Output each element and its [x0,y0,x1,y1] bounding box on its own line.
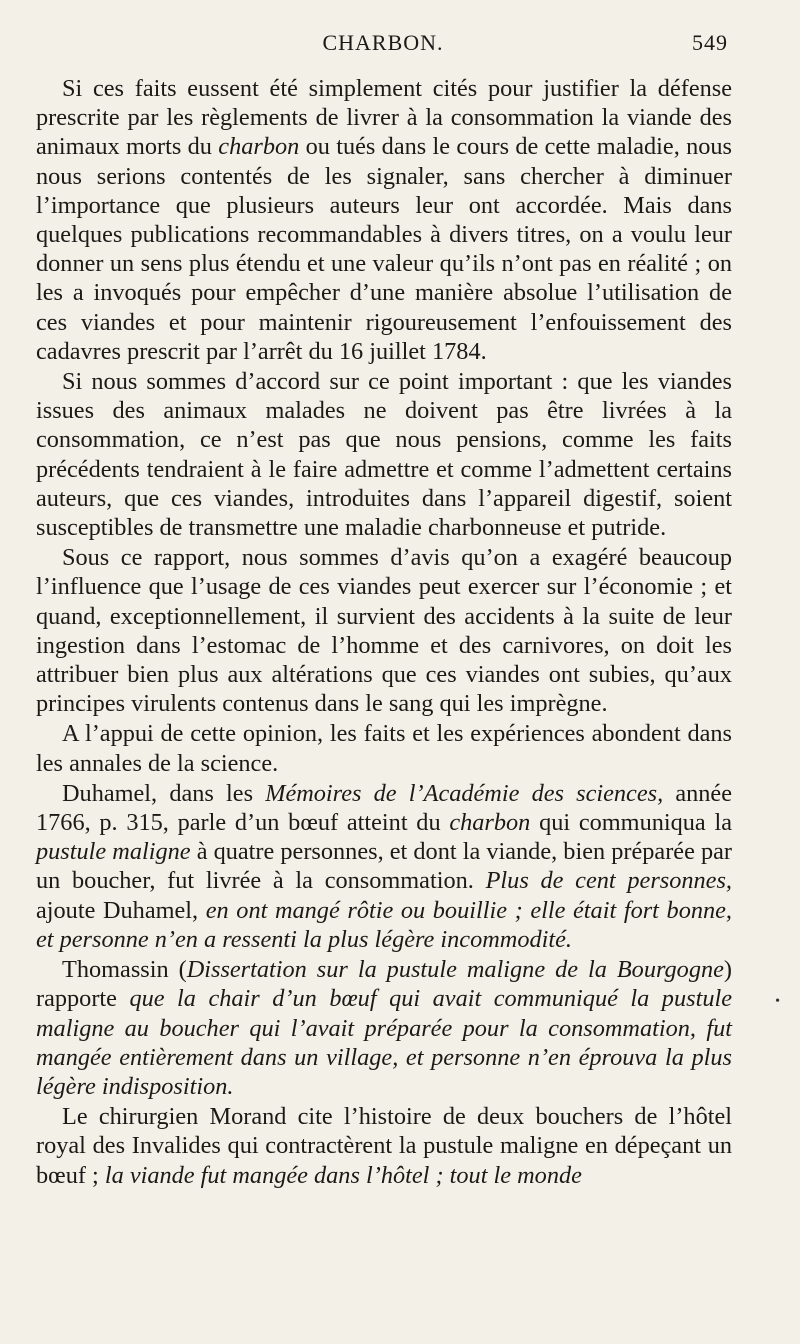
paragraph-3: Sous ce rapport, nous sommes d’avis qu’on a exagéré beaucoup l’influence que l’usage de ces viandes peut exercer sur l’économie ; et quand, exceptionnellement, il survient des accidents à la suite de leur ingestion dans l’estomac de l’homme et des carnivores, on doit les attribuer bien plus aux altérations que ces viandes ont subies, qu’aux principes virulents contenus dans le sang qui les imprègne. [36,544,732,718]
margin-dot: • [775,994,780,1009]
page-number: 549 [692,30,728,55]
paragraph-7: Le chirurgien Morand cite l’histoire de deux bouchers de l’hôtel royal des Invalides qui contractèrent la pustule maligne en dépeçant un bœuf ; la viande fut mangée dans l’hôtel ; tout le monde [36,1103,732,1189]
paragraph-6: Thomassin (Dissertation sur la pustule maligne de la Bourgogne) rapporte que la chair d’un bœuf qui avait communiqué la pustule maligne au boucher qui l’avait préparée pour la consommation, fut mangée entièrement dans un village, et personne n’en éprouva la plus légère indisposition. [36,956,732,1100]
paragraph-4: A l’appui de cette opinion, les faits et les expériences abondent dans les annales de la science. [36,720,732,777]
paragraph-5: Duhamel, dans les Mémoires de l’Académie des sciences, année 1766, p. 315, parle d’un bœuf atteint du charbon qui communiqua la pustule maligne à quatre personnes, et dont la viande, bien préparée par un boucher, fut livrée à la consommation. Plus de cent personnes, ajoute Duhamel, en ont mangé rôtie ou bouillie ; elle était fort bonne, et personne n’en a ressenti la plus légère incommodité. [36,779,732,953]
running-header [38,30,728,60]
body-text [36,74,732,1190]
paragraph-1: Si ces faits eussent été simplement cités pour justifier la défense prescrite par les règlements de livrer à la consommation la viande des animaux morts du charbon ou tués dans le cours de cette maladie, nous nous serions contentés de les signaler, sans chercher à diminuer l’importance que plusieurs auteurs leur ont accordée. Mais dans quelques publications recommandables à divers titres, on a voulu leur donner un sens plus étendu et une valeur qu’ils n’ont pas en réalité ; on les a invoqués pour empêcher d’une manière absolue l’utilisation de ces viandes et pour maintenir rigoureusement l’enfouissement des cadavres prescrit par l’arrêt du 16 juillet 1784. [36,75,732,365]
paragraph-2: Si nous sommes d’accord sur ce point important : que les viandes issues des animaux malades ne doivent pas être livrées à la consommation, ce n’est pas que nous pensions, comme les faits précédents tendraient à le faire admettre et comme l’admettent certains auteurs, que ces viandes, introduites dans l’appareil digestif, soient susceptibles de transmettre une maladie charbonneuse et putride. [36,368,732,542]
running-title: CHARBON. [322,30,444,55]
